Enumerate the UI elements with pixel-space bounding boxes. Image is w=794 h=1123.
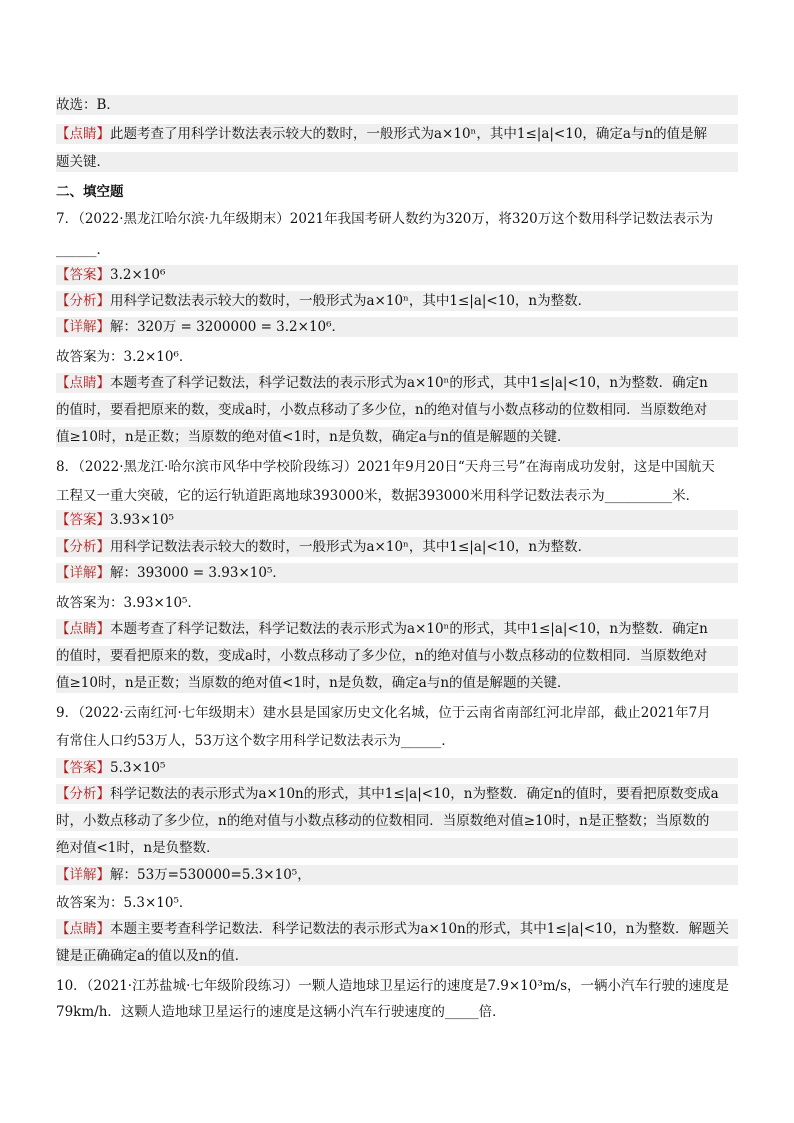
- text-line: [56, 317, 738, 337]
- line-body: 5.3×10⁵: [110, 760, 166, 776]
- section-tag: 【分析】: [56, 786, 110, 802]
- line-body: 解：53万=530000=5.3×10⁵，: [110, 867, 311, 883]
- line-body: 解：320万 = 3200000 = 3.2×10⁶．: [110, 319, 346, 335]
- text-line: 故答案为：5.3×10⁵．: [56, 895, 193, 911]
- text-line: [56, 563, 738, 583]
- line-body: 此题考查了用科学计数法表示较大的数时，一般形式为a×10ⁿ，其中1≤|a|<10，确定a与n的值是解: [110, 126, 708, 142]
- text-line: 有常住人口约53万人，53万这个数字用科学记数法表示为______．: [56, 733, 455, 749]
- text-line: 键是正确确定a的值以及n的值．: [56, 946, 738, 966]
- text-line: 8．（2022·黑龙江·哈尔滨市风华中学校阶段练习）2021年9月20日“天舟三号”在海南成功发射，这是中国航天: [56, 459, 715, 475]
- text-line: 绝对值<1时，n是负整数．: [56, 838, 738, 858]
- text-line: [56, 510, 738, 530]
- text-line: 题关键．: [56, 152, 738, 172]
- line-body: 3.2×10⁶: [110, 267, 166, 283]
- text-line: [56, 919, 738, 939]
- text-line: ______．: [56, 242, 110, 258]
- text-line: 值≥10时，n是正数；当原数的绝对值<1时，n是负数，确定a与n的值是解题的关键．: [56, 673, 738, 693]
- text-line: 二、填空题: [56, 184, 124, 200]
- text-line: 故答案为：3.93×10⁵．: [56, 595, 201, 611]
- line-body: 用科学记数法表示较大的数时，一般形式为a×10ⁿ，其中1≤|a|<10，n为整数．: [110, 539, 592, 555]
- text-line: 值≥10时，n是正数；当原数的绝对值<1时，n是负数，确定a与n的值是解题的关键．: [56, 427, 738, 447]
- text-line: 的值时，要看把原来的数，变成a时，小数点移动了多少位，n的绝对值与小数点移动的位数相同．当原数绝对: [56, 646, 738, 666]
- section-tag: 【详解】: [56, 565, 110, 581]
- text-line: [56, 291, 738, 311]
- text-line: 工程又一重大突破，它的运行轨道距离地球393000米，数据393000米用科学记数法表示为__________米．: [56, 488, 700, 504]
- section-tag: 【详解】: [56, 319, 110, 335]
- text-line: [56, 373, 738, 393]
- section-tag: 【详解】: [56, 867, 110, 883]
- section-tag: 【点睛】: [56, 126, 110, 142]
- text-line: [56, 865, 738, 885]
- section-tag: 【点睛】: [56, 621, 110, 637]
- text-line: 故选：B．: [56, 95, 738, 115]
- text-line: [56, 537, 738, 557]
- section-tag: 【答案】: [56, 760, 110, 776]
- line-body: 用科学记数法表示较大的数时，一般形式为a×10ⁿ，其中1≤|a|<10，n为整数．: [110, 293, 592, 309]
- text-line: [56, 124, 738, 144]
- section-tag: 【分析】: [56, 539, 110, 555]
- text-line: 时，小数点移动了多少位，n的绝对值与小数点移动的位数相同．当原数绝对值≥10时，n是正整数；当原数的: [56, 811, 738, 831]
- line-body: 本题主要考查科学记数法．科学记数法的表示形式为a×10n的形式，其中1≤|a|<10，n为整数．解题关: [110, 921, 729, 937]
- text-line: [56, 619, 738, 639]
- line-body: 本题考查了科学记数法，科学记数法的表示形式为a×10ⁿ的形式，其中1≤|a|<10，n为整数．确定n: [110, 375, 708, 391]
- text-line: 故答案为：3.2×10⁶．: [56, 349, 193, 365]
- line-body: 科学记数法的表示形式为a×10n的形式，其中1≤|a|<10，n为整数．确定n的值时，要看把原数变成a: [110, 786, 719, 802]
- text-line: [56, 758, 738, 778]
- line-body: 本题考查了科学记数法，科学记数法的表示形式为a×10ⁿ的形式，其中1≤|a|<10，n为整数．确定n: [110, 621, 708, 637]
- section-tag: 【点睛】: [56, 375, 110, 391]
- text-line: 79km/h．这颗人造地球卫星运行的速度是这辆小汽车行驶速度的_____倍．: [56, 1004, 506, 1020]
- text-line: 9．（2022·云南红河·七年级期末）建水县是国家历史文化名城，位于云南省南部红河北岸部，截止2021年7月: [56, 705, 711, 721]
- section-tag: 【分析】: [56, 293, 110, 309]
- text-line: 的值时，要看把原来的数，变成a时，小数点移动了多少位，n的绝对值与小数点移动的位数相同．当原数绝对: [56, 400, 738, 420]
- text-line: 10．（2021·江苏盐城·七年级阶段练习）一颗人造地球卫星运行的速度是7.9×10³m/s，一辆小汽车行驶的速度是: [56, 978, 730, 994]
- text-line: [56, 265, 738, 285]
- line-body: 3.93×10⁵: [110, 512, 174, 528]
- line-body: 解：393000 = 3.93×10⁵．: [110, 565, 286, 581]
- section-tag: 【答案】: [56, 512, 110, 528]
- text-line: [56, 784, 738, 804]
- section-tag: 【答案】: [56, 267, 110, 283]
- section-tag: 【点睛】: [56, 921, 110, 937]
- text-line: 7．（2022·黑龙江哈尔滨·九年级期末）2021年我国考研人数约为320万，将320万这个数用科学记数法表示为: [56, 211, 714, 227]
